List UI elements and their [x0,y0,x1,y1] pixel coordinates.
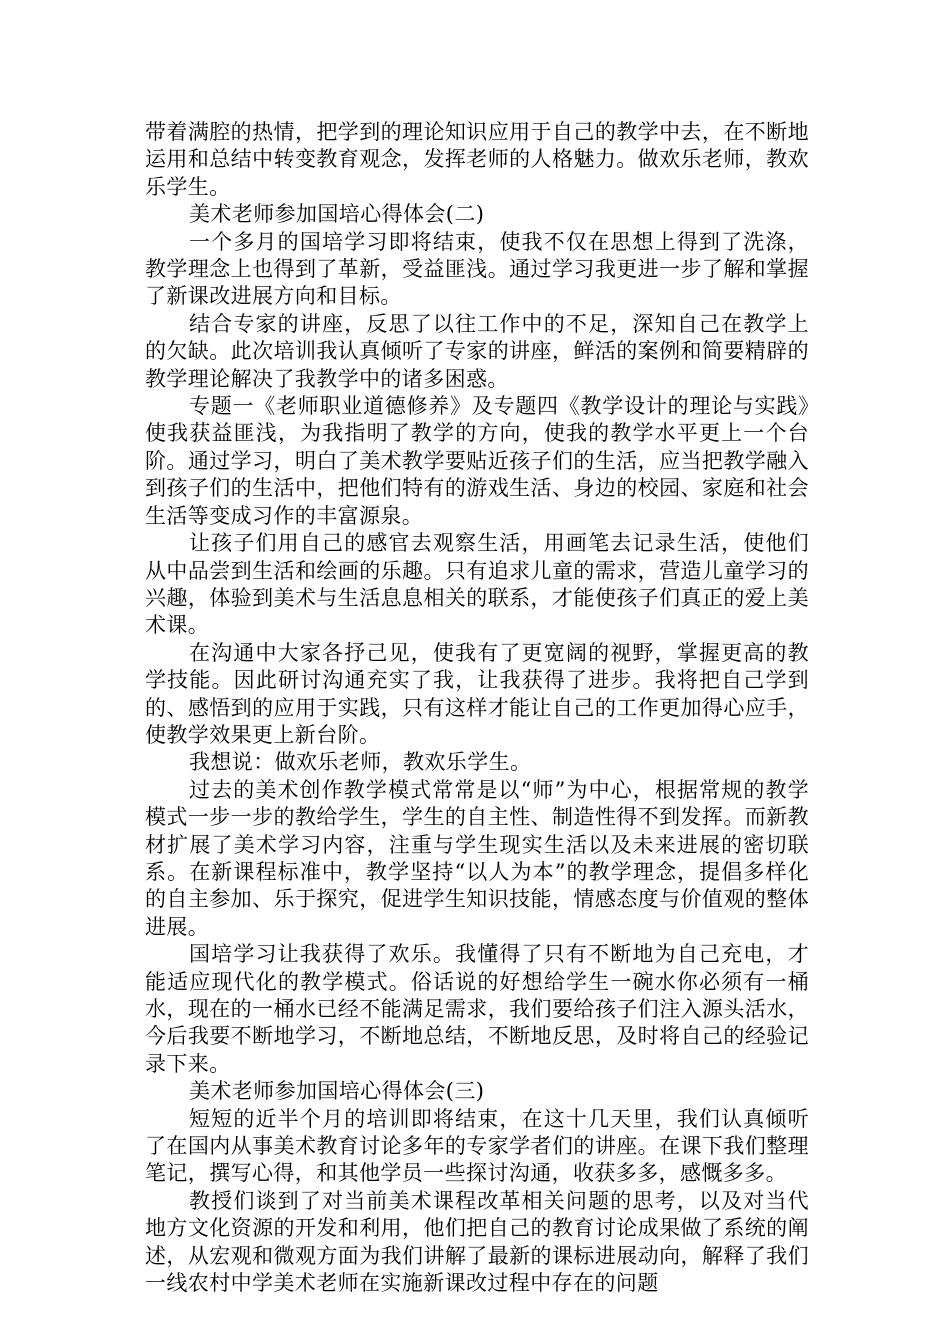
paragraph: 国培学习让我获得了欢乐。我懂得了只有不断地为自己充电，才能适应现代化的教学模式。俗话说的好想给学生一碗水你必须有一桶水，现在的一桶水已经不能满足需求，我们要给孩子们注入源头活水，今后我要不断地学习，不断地总结，不断地反思，及时将自己的经验记录下来。 [145,942,809,1076]
paragraph: 结合专家的讲座，反思了以往工作中的不足，深知自己在教学上的欠缺。此次培训我认真倾听了专家的讲座，鲜活的案例和简要精辟的教学理论解决了我教学中的诸多困惑。 [145,311,809,391]
paragraph: 过去的美术创作教学模式常常是以“师”为中心，根据常规的教学模式一步一步的教给学生，学生的自主性、制造性得不到发挥。而新教材扩展了美术学习内容，注重与学生现实生活以及未来进展的密切联系。在新课程标准中，教学坚持“以人为本”的教学理念，提倡多样化的自主参加、乐于探究，促进学生知识技能，情感态度与价值观的整体进展。 [145,777,809,939]
section-heading-2: 美术老师参加国培心得体会(二) [189,202,485,227]
document-page [145,119,809,1297]
paragraph-continuation: 带着满腔的热情，把学到的理论知识应用于自己的教学中去，在不断地运用和总结中转变教育观念，发挥老师的人格魅力。做欢乐老师，教欢乐学生。 [145,120,809,199]
paragraph: 教授们谈到了对当前美术课程改革相关问题的思考，以及对当代地方文化资源的开发和利用，他们把自己的教育讨论成果做了系统的阐述，从宏观和微观方面为我们讲解了最新的课标进展动向，解释了我们一线农村中学美术老师在实施新课改过程中存在的问题 [145,1188,809,1296]
paragraph: 让孩子们用自己的感官去观察生活，用画笔去记录生活，使他们从中品尝到生活和绘画的乐趣。只有追求儿童的需求，营造儿童学习的兴趣，体验到美术与生活息息相关的联系，才能使孩子们真正的爱上美术课。 [145,531,809,638]
section-heading-3: 美术老师参加国培心得体会(三) [189,1079,485,1104]
paragraph: 专题一《老师职业道德修养》及专题四《教学设计的理论与实践》使我获益匪浅，为我指明了教学的方向，使我的教学水平更上一个台阶。通过学习，明白了美术教学要贴近孩子们的生活，应当把教学融入到孩子们的生活中，把他们特有的游戏生活、身边的校园、家庭和社会生活等变成习作的丰富源泉。 [145,394,809,528]
paragraph: 短短的近半个月的培训即将结束，在这十几天里，我们认真倾听了在国内从事美术教育讨论多年的专家学者们的讲座。在课下我们整理笔记，撰写心得，和其他学员一些探讨沟通，收获多多，感慨多多。 [145,1106,809,1186]
paragraph: 在沟通中大家各抒己见，使我有了更宽阔的视野，掌握更高的教学技能。因此研讨沟通充实了我，让我获得了进步。我将把自己学到的、感悟到的应用于实践，只有这样才能让自己的工作更加得心应手，使教学效果更上新台阶。 [145,640,809,747]
paragraph: 一个多月的国培学习即将结束，使我不仅在思想上得到了洗涤，教学理念上也得到了革新，受益匪浅。通过学习我更进一步了解和掌握了新课改进展方向和目标。 [145,229,809,309]
paragraph: 我想说：做欢乐老师，教欢乐学生。 [189,750,532,775]
